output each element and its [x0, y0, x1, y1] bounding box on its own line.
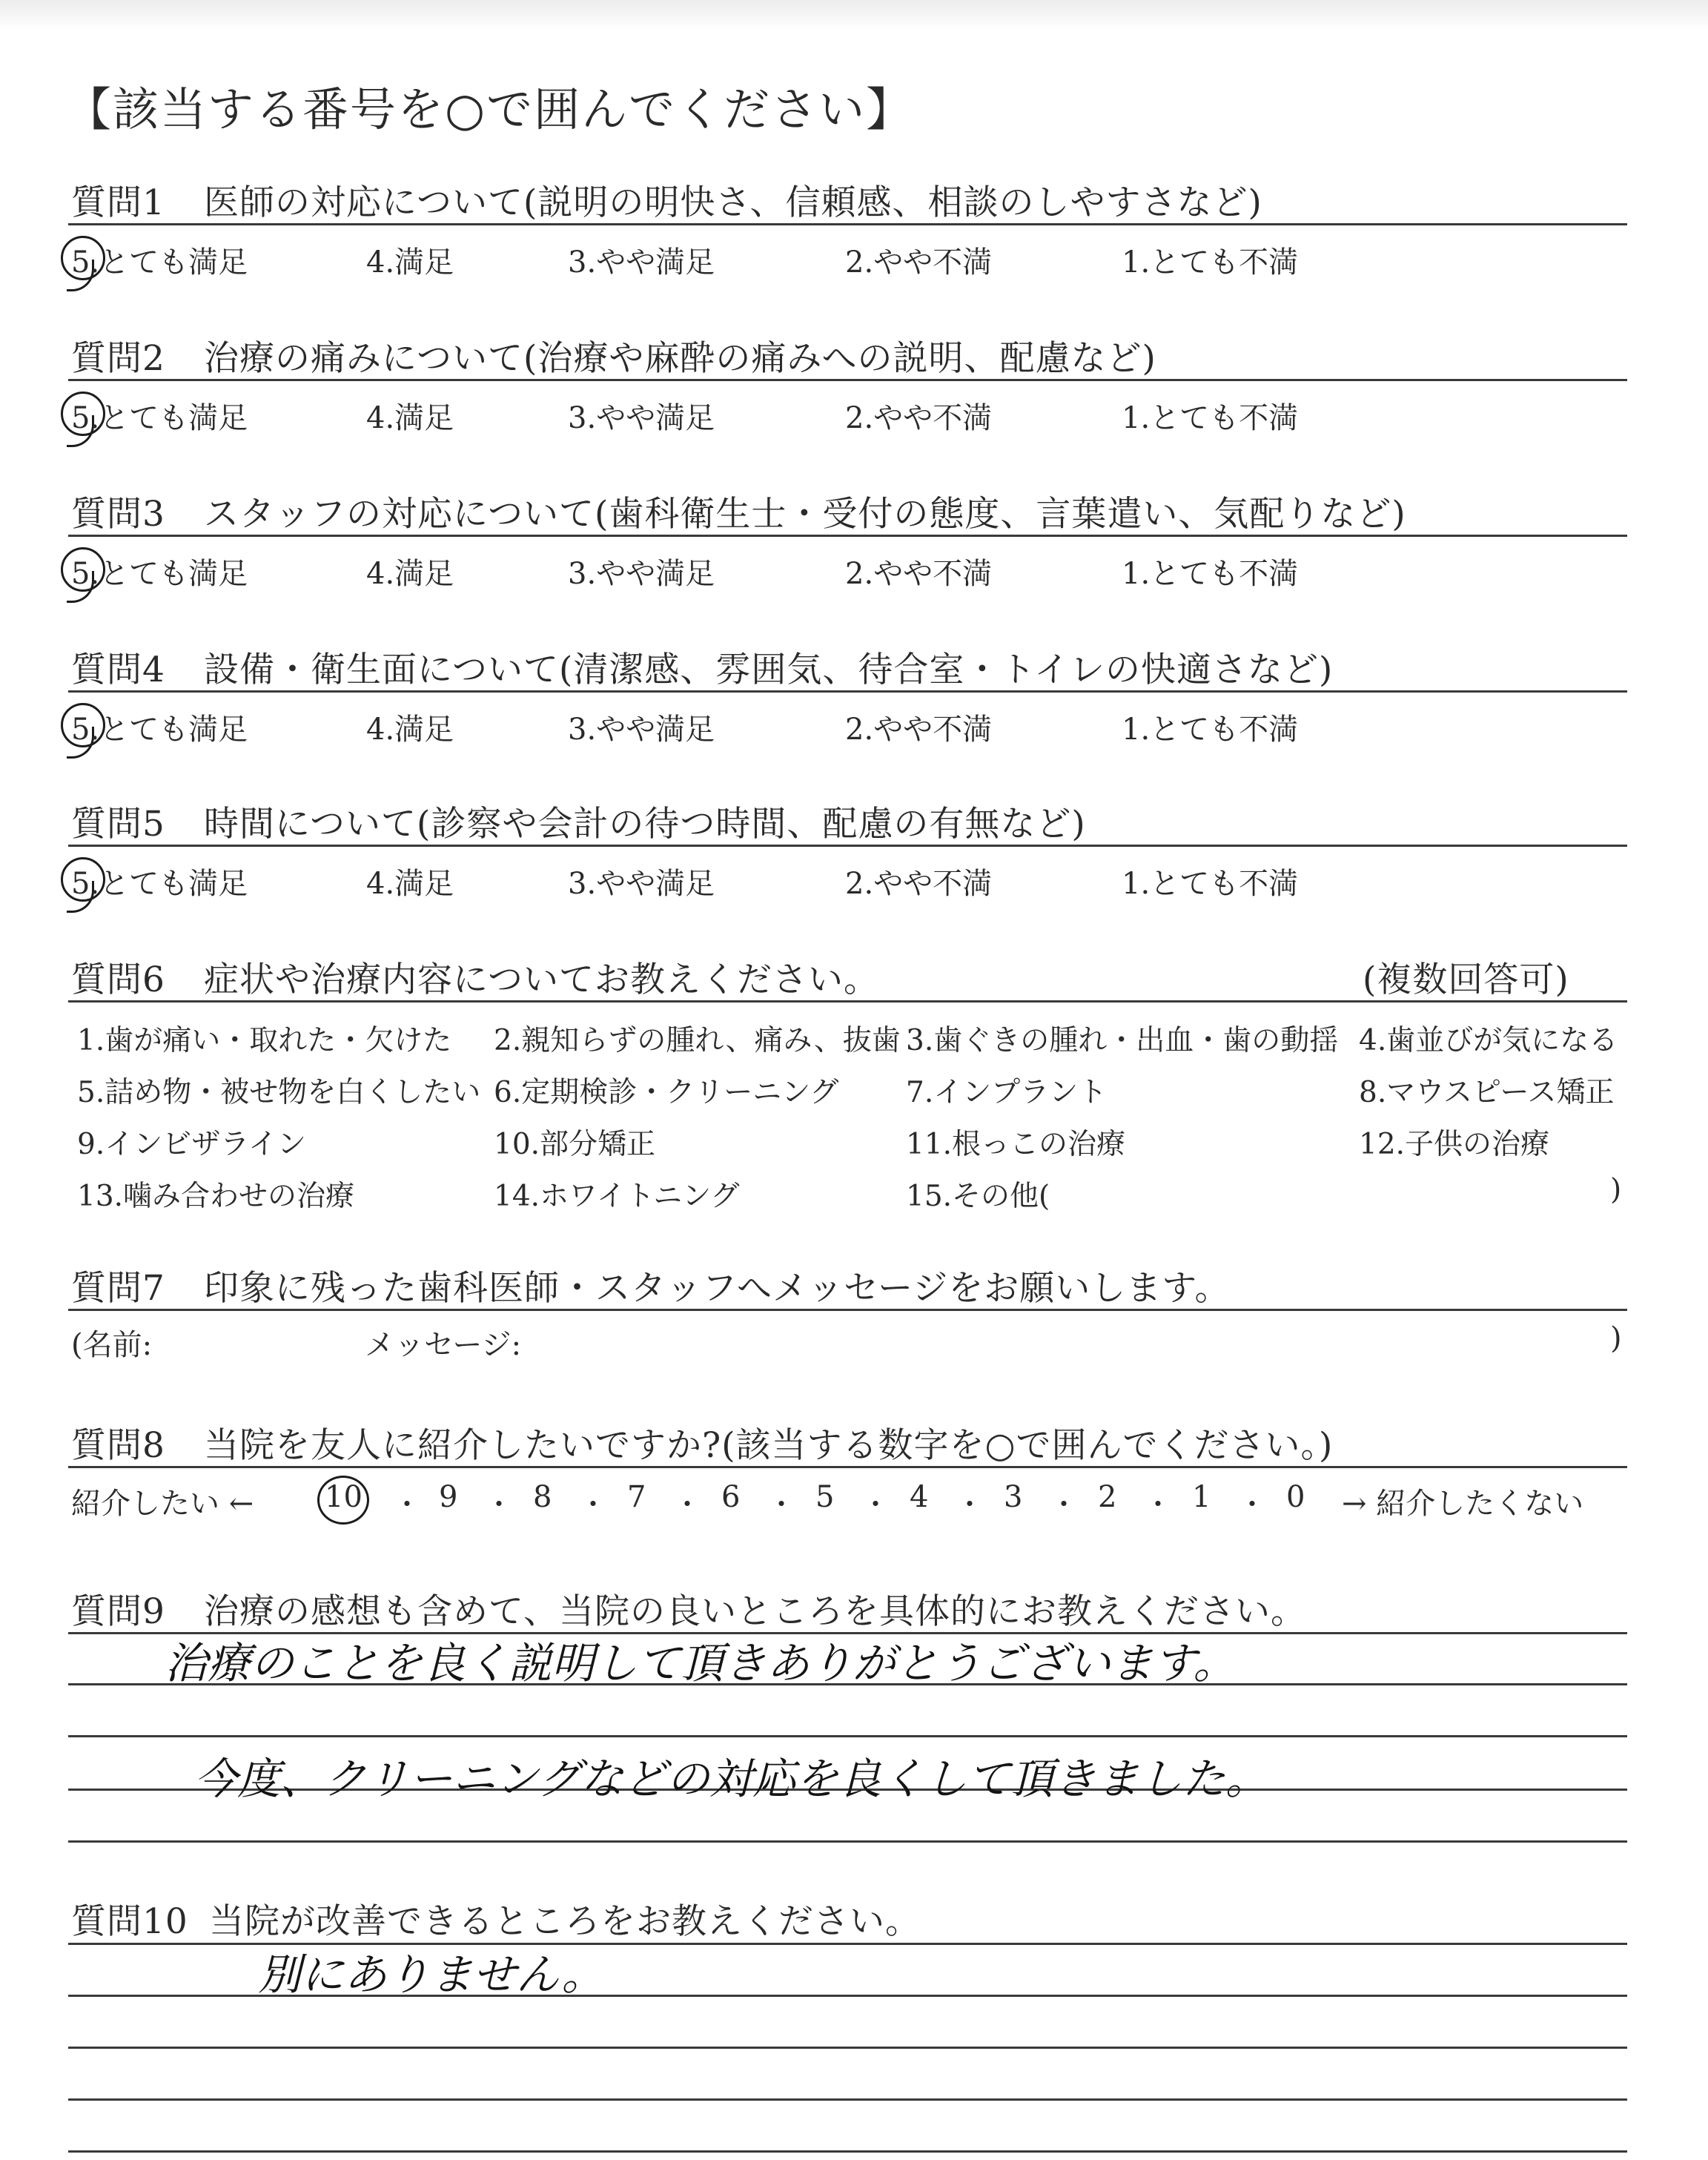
q3-label: 質問3 [71, 494, 165, 535]
q7-text: 印象に残った歯科医師・スタッフへメッセージをお願いします。 [204, 1268, 1231, 1309]
q7-label: 質問7 [71, 1268, 165, 1309]
q8-scale-7[interactable]: 7 [627, 1480, 646, 1514]
q8-scale-1[interactable]: 1 [1192, 1480, 1211, 1514]
q6-item-7[interactable]: 7.インプラント [906, 1076, 1108, 1109]
q6-item-15-close: ) [1610, 1173, 1622, 1206]
q9-label: 質問9 [71, 1591, 165, 1632]
q8-sep: ・ [767, 1488, 796, 1521]
q9-text: 治療の感想も含めて、当院の良いところを具体的にお教えください。 [204, 1591, 1307, 1632]
q9-answer-line [68, 1735, 1627, 1737]
q8-scale-5[interactable]: 5 [815, 1480, 835, 1514]
q1-option-3[interactable]: 3.やや満足 [568, 245, 715, 280]
q5-option-1[interactable]: 1.とても不満 [1122, 867, 1299, 901]
q6-item-5[interactable]: 5.詰め物・被せ物を白くしたい [77, 1076, 481, 1109]
q9-handwritten-line-2[interactable]: 今度、クリーニングなどの対応を良くして頂きました。 [194, 1754, 1268, 1804]
q8-sep: ・ [393, 1488, 422, 1521]
q8-text: 当院を友人に紹介したいですか?(該当する数字を○で囲んでください。) [204, 1425, 1334, 1466]
q4-text: 設備・衛生面について(清潔感、雰囲気、待合室・トイレの快適さなど) [204, 650, 1334, 690]
q10-label: 質問10 [71, 1901, 188, 1942]
q5-rule [68, 845, 1627, 847]
q6-item-13[interactable]: 13.噛み合わせの治療 [77, 1180, 355, 1213]
q6-item-2[interactable]: 2.親知らずの腫れ、痛み、抜歯 [494, 1024, 901, 1057]
q6-item-10[interactable]: 10.部分矯正 [494, 1128, 656, 1161]
q1-option-2[interactable]: 2.やや不満 [845, 245, 993, 280]
q8-scale-9[interactable]: 9 [439, 1480, 458, 1514]
q2-option-5[interactable]: 5.とても満足 [71, 401, 248, 435]
q8-left-label: 紹介したい ← [71, 1487, 254, 1521]
q4-option-5[interactable]: 5.とても満足 [71, 713, 248, 747]
q8-scale-6[interactable]: 6 [721, 1480, 741, 1514]
q8-sep: ・ [579, 1488, 608, 1521]
q2-option-2[interactable]: 2.やや不満 [845, 401, 993, 435]
q4-rule [68, 690, 1627, 693]
q5-label: 質問5 [71, 804, 165, 845]
q8-scale-3[interactable]: 3 [1004, 1480, 1023, 1514]
q3-option-5[interactable]: 5.とても満足 [71, 557, 248, 591]
q8-sep: ・ [1238, 1488, 1267, 1521]
q4-option-1[interactable]: 1.とても不満 [1122, 713, 1299, 747]
q1-rule [68, 223, 1627, 225]
q6-label: 質問6 [71, 960, 165, 1000]
q2-option-4[interactable]: 4.満足 [366, 401, 454, 435]
q4-option-3[interactable]: 3.やや満足 [568, 713, 715, 747]
q8-sep: ・ [1050, 1488, 1079, 1521]
q7-message-label: メッセージ: [365, 1328, 522, 1362]
q9-handwritten-line-1[interactable]: 治療のことを良く説明して頂きありがとうございます。 [165, 1638, 1237, 1688]
scan-edge [0, 0, 1708, 30]
q6-rule [68, 1000, 1627, 1003]
q1-option-4[interactable]: 4.満足 [366, 245, 454, 280]
q6-item-12[interactable]: 12.子供の治療 [1359, 1128, 1550, 1161]
q3-option-1[interactable]: 1.とても不満 [1122, 557, 1299, 591]
q6-item-3[interactable]: 3.歯ぐきの腫れ・出血・歯の動揺 [906, 1024, 1339, 1057]
q8-scale-8[interactable]: 8 [533, 1480, 552, 1514]
q3-option-2[interactable]: 2.やや不満 [845, 557, 993, 591]
q3-rule [68, 535, 1627, 537]
q6-item-11[interactable]: 11.根っこの治療 [906, 1128, 1126, 1161]
q5-option-5[interactable]: 5.とても満足 [71, 867, 248, 901]
q2-option-3[interactable]: 3.やや満足 [568, 401, 715, 435]
q2-text: 治療の痛みについて(治療や麻酔の痛みへの説明、配慮など) [204, 338, 1156, 379]
q8-sep: ・ [1144, 1488, 1173, 1521]
q1-text: 医師の対応について(説明の明快さ、信頼感、相談のしやすさなど) [204, 182, 1262, 223]
q2-rule [68, 379, 1627, 381]
q7-close: ) [1610, 1321, 1622, 1355]
q4-option-2[interactable]: 2.やや不満 [845, 713, 993, 747]
q6-item-9[interactable]: 9.インビザライン [77, 1128, 307, 1161]
q8-rule [68, 1466, 1627, 1468]
q3-option-3[interactable]: 3.やや満足 [568, 557, 715, 591]
q8-right-label: → 紹介したくない [1342, 1487, 1584, 1521]
q5-option-4[interactable]: 4.満足 [366, 867, 454, 901]
q8-label: 質問8 [71, 1425, 165, 1466]
q6-text: 症状や治療内容についてお教えください。 [204, 960, 880, 1000]
q10-answer-line [68, 2098, 1627, 2101]
q6-item-4[interactable]: 4.歯並びが気になる [1359, 1024, 1618, 1057]
q6-item-8[interactable]: 8.マウスピース矯正 [1359, 1076, 1615, 1109]
q4-option-4[interactable]: 4.満足 [366, 713, 454, 747]
q7-rule [68, 1309, 1627, 1311]
q10-answer-line [68, 2047, 1627, 2049]
q8-scale-10[interactable]: 10 [325, 1480, 363, 1514]
q10-answer-line [68, 2150, 1627, 2153]
q1-option-5[interactable]: 5.とても満足 [71, 245, 248, 280]
q8-scale-0[interactable]: 0 [1286, 1480, 1305, 1514]
q1-label: 質問1 [71, 182, 165, 223]
q6-note: (複数回答可) [1363, 960, 1569, 1000]
q8-scale-4[interactable]: 4 [910, 1480, 929, 1514]
q5-option-2[interactable]: 2.やや不満 [845, 867, 993, 901]
q5-option-3[interactable]: 3.やや満足 [568, 867, 715, 901]
q4-label: 質問4 [71, 650, 165, 690]
page-title: 【該当する番号を○で囲んでください】 [65, 82, 914, 136]
q8-sep: ・ [673, 1488, 702, 1521]
q10-text: 当院が改善できるところをお教えください。 [209, 1901, 921, 1942]
q9-answer-line [68, 1840, 1627, 1843]
q1-option-1[interactable]: 1.とても不満 [1122, 245, 1299, 280]
q8-sep: ・ [861, 1488, 890, 1521]
q7-name-label: (名前: [71, 1328, 153, 1362]
q8-scale-2[interactable]: 2 [1098, 1480, 1117, 1514]
q2-label: 質問2 [71, 338, 165, 379]
q8-sep: ・ [956, 1488, 984, 1521]
q6-item-15[interactable]: 15.その他( [906, 1180, 1050, 1213]
q5-text: 時間について(診察や会計の待つ時間、配慮の有無など) [204, 804, 1086, 845]
q10-handwritten-answer[interactable]: 別にありません。 [258, 1949, 605, 2000]
q6-item-14[interactable]: 14.ホワイトニング [494, 1180, 740, 1213]
q6-item-6[interactable]: 6.定期検診・クリーニング [494, 1076, 839, 1109]
q6-item-1[interactable]: 1.歯が痛い・取れた・欠けた [77, 1024, 452, 1057]
q2-option-1[interactable]: 1.とても不満 [1122, 401, 1299, 435]
q8-sep: ・ [485, 1488, 514, 1521]
q3-option-4[interactable]: 4.満足 [366, 557, 454, 591]
q3-text: スタッフの対応について(歯科衛生士・受付の態度、言葉遣い、気配りなど) [204, 494, 1406, 535]
